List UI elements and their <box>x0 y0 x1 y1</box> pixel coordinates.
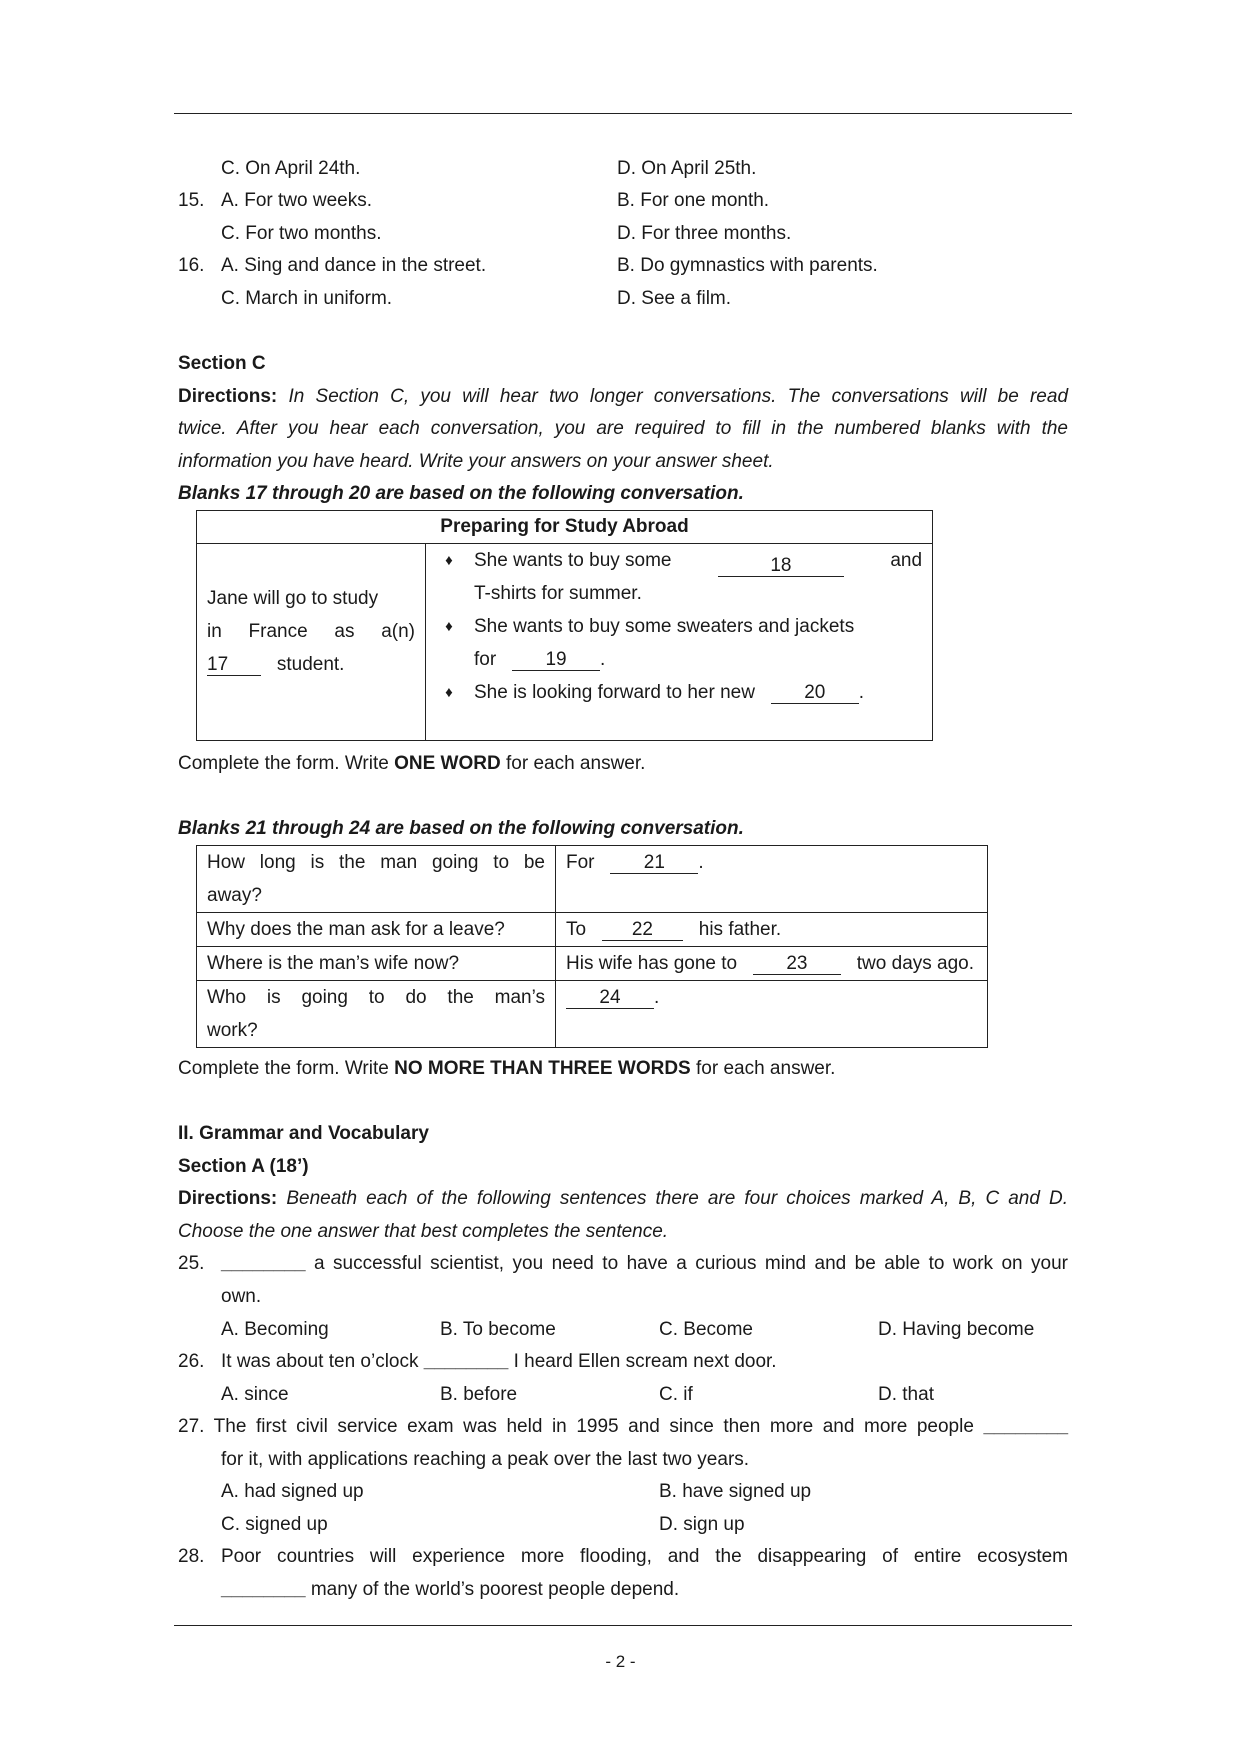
row3-answer <box>556 947 988 981</box>
q25-number: 25. <box>178 1253 205 1274</box>
q27-stem-line1 <box>178 1415 1068 1439</box>
bullet-icon: ♦ <box>445 552 453 569</box>
note-bold: ONE WORD <box>394 753 501 774</box>
blank-21[interactable]: 21 <box>610 853 698 874</box>
row3-question <box>197 947 556 981</box>
bullet3-line1 <box>445 676 922 709</box>
note-bold: NO MORE THAN THREE WORDS <box>394 1058 691 1079</box>
q26-option-c: C. if <box>659 1384 693 1405</box>
bullet2-for: for <box>474 649 497 670</box>
q26-option-b: B. before <box>440 1384 518 1405</box>
q15-option-c: C. For two months. <box>221 223 382 244</box>
footer-rule <box>174 1625 1072 1626</box>
q15-option-b: B. For one month. <box>617 190 770 211</box>
q26-stem-post: I heard Ellen scream next door. <box>513 1351 777 1372</box>
header-rule <box>174 113 1072 114</box>
q25-option-d: D. Having become <box>878 1319 1035 1340</box>
section-c-directions-line3: information you have heard. Write your answers on your answer sheet. <box>178 451 774 472</box>
conv2-intro: Blanks 21 through 24 are based on the following conversation. <box>178 818 744 839</box>
q26-option-d: D. that <box>878 1384 934 1405</box>
conv2-note <box>178 1057 835 1081</box>
note-post: for each answer. <box>500 753 646 774</box>
row1-question-line2: away? <box>207 885 262 906</box>
part2-directions-line1 <box>178 1187 1068 1211</box>
leave-form <box>196 845 988 1048</box>
q27-option-a: A. had signed up <box>221 1481 364 1502</box>
row4-question-line2: work? <box>207 1020 258 1041</box>
row1-answer <box>556 846 988 913</box>
q28-stem-line2 <box>221 1578 679 1602</box>
bullet2-line2 <box>474 643 922 676</box>
note-pre: Complete the form. Write <box>178 1058 395 1079</box>
q26-stem-pre: It was about ten o’clock <box>221 1351 419 1372</box>
row1-for: For <box>566 852 595 873</box>
q16-option-a: A. Sing and dance in the street. <box>221 255 487 276</box>
q26-option-a: A. since <box>221 1384 289 1405</box>
directions-label: Directions: <box>178 1188 278 1209</box>
directions-label: Directions: <box>178 386 278 407</box>
bullet1-and: and <box>890 550 923 571</box>
q26-stem <box>221 1350 777 1374</box>
note-pre: Complete the form. Write <box>178 753 395 774</box>
q28-blank[interactable]: ________ <box>221 1579 306 1600</box>
row4-period: . <box>654 987 660 1008</box>
row1-question-line1: How long is the man going to be <box>207 852 545 873</box>
row2-tail: his father. <box>698 919 782 940</box>
conv1-note <box>178 752 645 776</box>
row1-period: . <box>698 852 704 873</box>
bullet2-period: . <box>600 649 606 670</box>
row1-question <box>197 846 556 913</box>
part2-directions-line2: Choose the one answer that best completes the sentence. <box>178 1221 669 1242</box>
left-line3-tail: student. <box>276 653 345 675</box>
note-post: for each answer. <box>690 1058 836 1079</box>
q28-stem-line1: Poor countries will experience more flooding, and the disappearing of entire ecosystem <box>221 1546 1068 1567</box>
row3-tail: two days ago. <box>856 953 975 974</box>
bullet3-period: . <box>858 682 865 703</box>
blank-17[interactable]: 17 <box>207 655 261 676</box>
q25-option-c: C. Become <box>659 1319 753 1340</box>
row3-question-text: Where is the man’s wife now? <box>207 953 460 974</box>
blank-20[interactable]: 20 <box>771 683 859 704</box>
q26-number: 26. <box>178 1351 205 1372</box>
q14-option-c: C. On April 24th. <box>221 158 361 179</box>
bullet-icon: ♦ <box>445 618 453 635</box>
section-c-directions-line1 <box>178 385 1068 409</box>
bullet1-text: She wants to buy some <box>474 550 672 571</box>
blank-22[interactable]: 22 <box>602 920 683 941</box>
bullet2-text: She wants to buy some sweaters and jackets <box>474 616 855 637</box>
row3-pre: His wife has gone to <box>566 953 738 974</box>
q27-number: 27. <box>178 1416 205 1437</box>
left-line3 <box>207 648 415 681</box>
q15-option-a: A. For two weeks. <box>221 190 372 211</box>
q25-blank[interactable]: ________ <box>221 1253 306 1274</box>
q25-stem-line1 <box>221 1252 1068 1276</box>
q25-option-b: B. To become <box>440 1319 556 1340</box>
row2-to: To <box>566 919 587 940</box>
q27-option-c: C. signed up <box>221 1514 328 1535</box>
row4-answer <box>556 981 988 1048</box>
q15-option-d: D. For three months. <box>617 223 792 244</box>
bullet-icon: ♦ <box>445 684 453 701</box>
q14-option-d: D. On April 25th. <box>617 158 757 179</box>
directions-text: Beneath each of the following sentences there are four choices marked A, B, C and D. <box>286 1188 1068 1209</box>
bullet3-text: She is looking forward to her new <box>474 682 755 703</box>
form-left-cell <box>197 544 426 741</box>
row4-question <box>197 981 556 1048</box>
row2-question <box>197 913 556 947</box>
left-line1: Jane will go to study <box>207 587 379 609</box>
blank-19[interactable]: 19 <box>512 650 600 671</box>
bullet1-line2: T-shirts for summer. <box>474 583 642 604</box>
q27-stem-line2: for it, with applications reaching a peak over the last two years. <box>221 1449 750 1470</box>
q28-number: 28. <box>178 1546 205 1567</box>
q16-option-d: D. See a film. <box>617 288 732 309</box>
q15-number: 15. <box>178 190 205 211</box>
left-line2: in France as a(n) <box>207 620 415 642</box>
directions-text: In Section C, you will hear two longer conversations. The conversations will be read <box>288 386 1069 407</box>
section-c-directions-line2: twice. After you hear each conversation, you are required to fill in the numbered blanks with the <box>178 418 1068 439</box>
q28-stem-text: many of the world’s poorest people depend. <box>310 1579 680 1600</box>
q16-number: 16. <box>178 255 205 276</box>
conv1-intro: Blanks 17 through 20 are based on the following conversation. <box>178 483 744 504</box>
q25-option-a: A. Becoming <box>221 1319 329 1340</box>
form-title: Preparing for Study Abroad <box>197 511 933 544</box>
form-right-cell <box>426 544 933 741</box>
q27-option-b: B. have signed up <box>659 1481 812 1502</box>
row2-question-text: Why does the man ask for a leave? <box>207 919 505 940</box>
row2-answer <box>556 913 988 947</box>
q27-stem-text: The first civil service exam was held in 1995 and since then more and more people <box>213 1416 974 1437</box>
row4-question-line1: Who is going to do the man’s <box>207 987 545 1008</box>
q25-stem-line2: own. <box>221 1286 262 1307</box>
q27-blank[interactable]: ________ <box>983 1416 1069 1437</box>
blank-23[interactable]: 23 <box>753 954 841 975</box>
q16-option-b: B. Do gymnastics with parents. <box>617 255 878 276</box>
page-number: - 2 - <box>605 1652 636 1671</box>
section-c-title: Section C <box>178 353 266 374</box>
part2-section-a: Section A (18’) <box>178 1156 309 1177</box>
q16-option-c: C. March in uniform. <box>221 288 393 309</box>
bullet2-line1 <box>445 610 922 643</box>
q27-option-d: D. sign up <box>659 1514 745 1535</box>
q26-blank[interactable]: ________ <box>423 1351 509 1372</box>
blank-24[interactable]: 24 <box>566 988 654 1009</box>
q25-stem-text: a successful scientist, you need to have a curious mind and be able to work on your <box>314 1253 1069 1274</box>
blank-18[interactable]: 18 <box>718 556 844 577</box>
study-abroad-form <box>196 510 933 741</box>
part2-title: II. Grammar and Vocabulary <box>178 1123 429 1144</box>
bullet1-line1 <box>445 544 923 577</box>
